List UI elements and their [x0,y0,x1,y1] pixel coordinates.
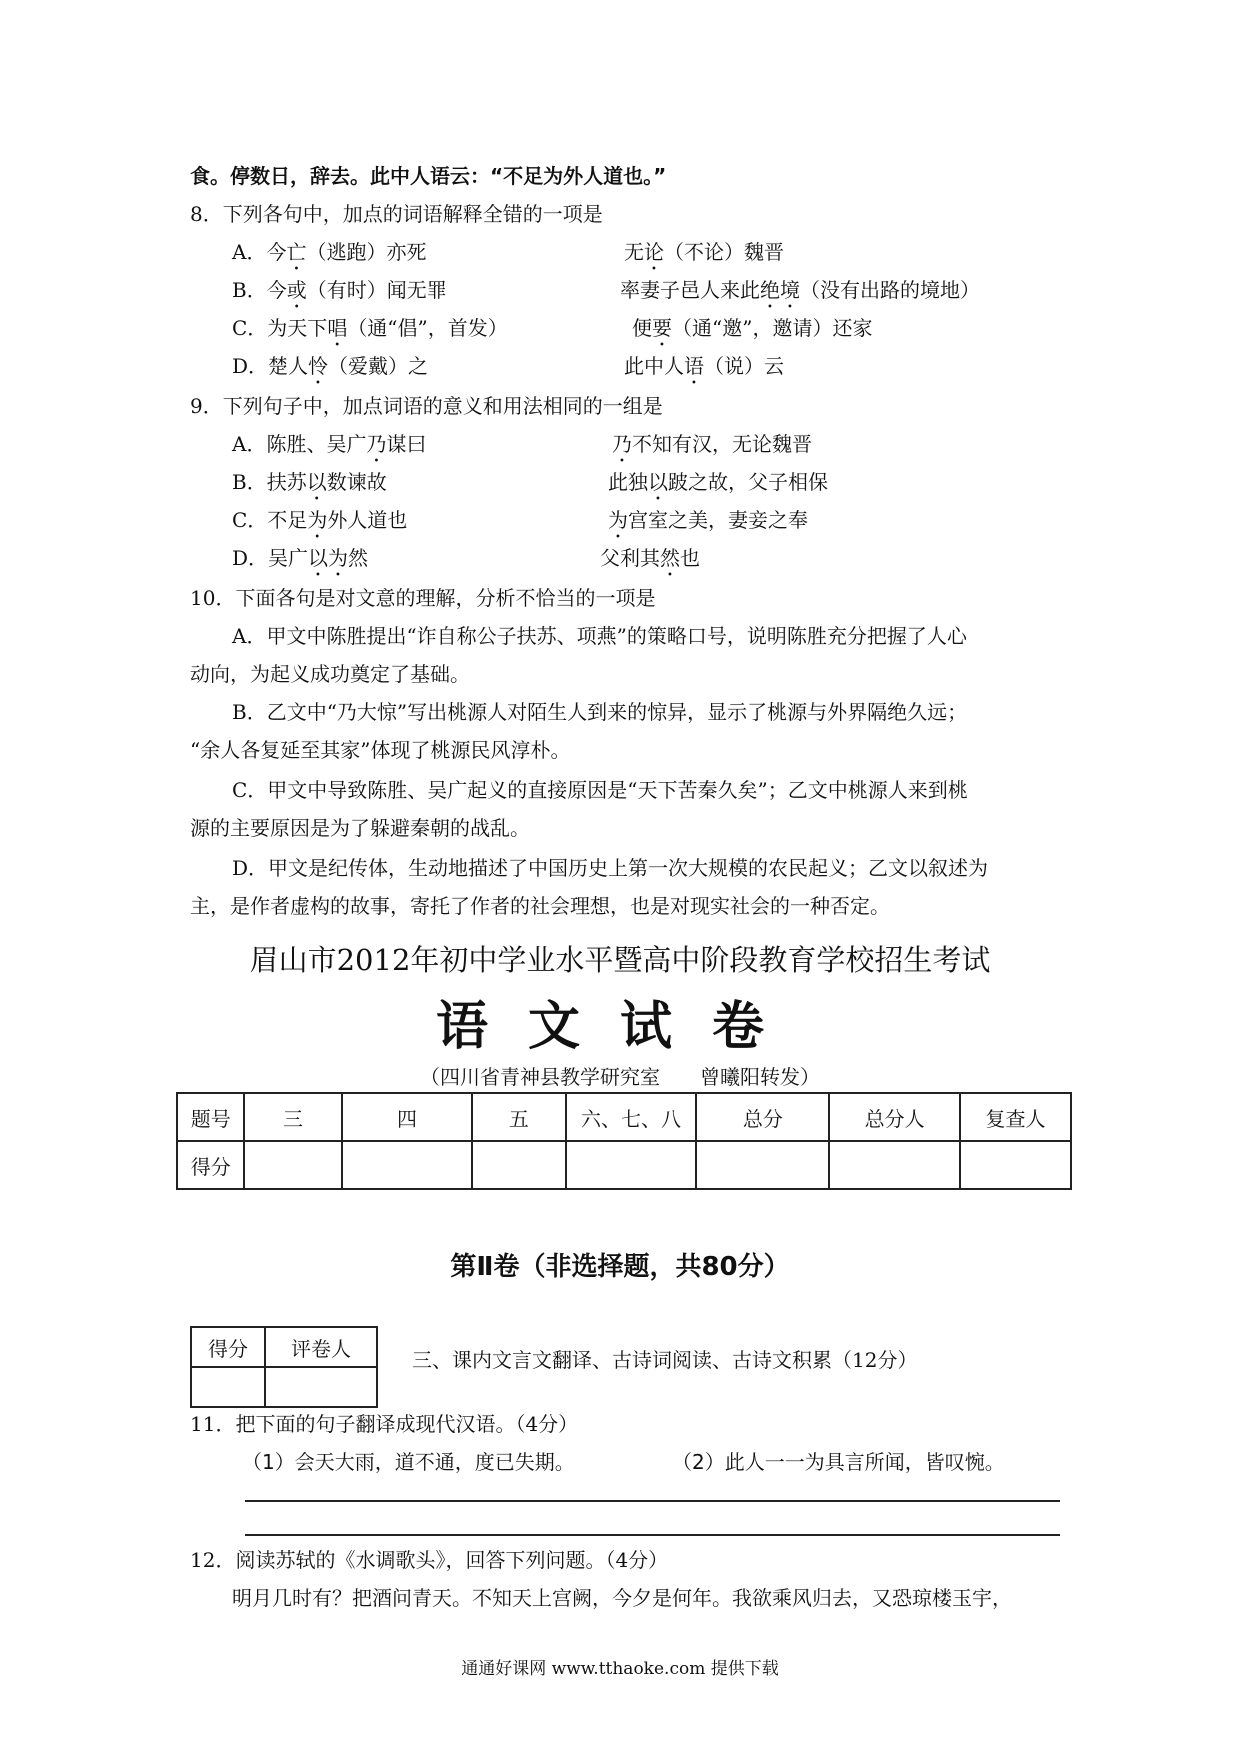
question-11: 11．把下面的句子翻译成现代汉语。（4分） [190,1412,579,1436]
score-header-cell: 复查人 [960,1093,1071,1141]
answer-line-2[interactable] [245,1534,1060,1536]
score-table-score-row [177,1141,1071,1189]
score-cell[interactable] [342,1141,473,1189]
forward-note: （四川省青神县教学研究室 曾曦阳转发） [420,1065,820,1089]
part3-heading: 三、课内文言文翻译、古诗词阅读、古诗文积累（12分） [412,1348,918,1372]
score-cell[interactable] [829,1141,960,1189]
q8-option-d-right: 此中人语（说）云 [624,354,784,378]
score-cell[interactable] [244,1141,341,1189]
q11-sentence-2: （2）此人一一为具言所闻，皆叹惋。 [672,1450,1005,1474]
q9-option-c-left: C．不足为外人道也 [232,508,408,532]
q9-option-a-left: A．陈胜、吴广乃谋曰 [232,432,427,456]
question-8: 8．下列各句中，加点的词语解释全错的一项是 [190,202,603,226]
poem-line: 明月几时有？把酒问青天。不知天上宫阙，今夕是何年。我欲乘风归去，又恐琼楼玉宇， [232,1586,1012,1610]
score-header-cell: 总分人 [829,1093,960,1141]
grader-score-cell[interactable] [191,1367,265,1407]
q10-option-d-line1: D．甲文是纪传体，生动地描述了中国历史上第一次大规模的农民起义；乙文以叙述为 [232,856,989,880]
score-header-cell: 四 [342,1093,473,1141]
grader-name-header: 评卷人 [265,1327,377,1367]
q9-option-c-right: 为宫室之美，妻妾之奉 [608,508,808,532]
score-header-cell: 总分 [696,1093,829,1141]
footer: 通通好课网 www.tthaoke.com 提供下载 [461,1659,779,1679]
q8-option-d-left: D．楚人怜（爱戴）之 [232,354,429,378]
q8-option-b-left: B．今或（有时）闻无罪 [232,278,447,302]
q10-option-c-line1: C．甲文中导致陈胜、吴广起义的直接原因是“天下苦秦久矣”；乙文中桃源人来到桃 [232,778,968,802]
q11-sentence-1: （1）会天大雨，道不通，度已失期。 [242,1450,575,1474]
q9-option-b-right: 此独以跛之故，父子相保 [608,470,828,494]
passage-end-line: 食。停数日，辞去。此中人语云：“不足为外人道也。” [190,164,667,188]
score-table-header-row [177,1093,1071,1141]
grader-score-header: 得分 [191,1327,265,1367]
q9-option-d-right: 父利其然也 [600,546,700,570]
q9-option-b-left: B．扶苏以数谏故 [232,470,387,494]
q9-option-d-left: D．吴广以为然 [232,546,369,570]
score-header-cell: 五 [472,1093,565,1141]
q8-option-b-right: 率妻子邑人来此绝境（没有出路的境地） [620,278,980,302]
question-12: 12．阅读苏轼的《水调歌头》，回答下列问题。（4分） [190,1548,669,1572]
score-cell[interactable] [472,1141,565,1189]
q10-option-d-line2: 主，是作者虚构的故事，寄托了作者的社会理想，也是对现实社会的一种否定。 [190,894,890,918]
score-header-cell: 三 [244,1093,341,1141]
grader-table [190,1326,378,1408]
answer-line-1[interactable] [245,1500,1060,1502]
score-cell[interactable] [566,1141,697,1189]
q10-option-b-line2: “余人各复延至其家”体现了桃源民风淳朴。 [190,738,571,762]
grader-name-cell[interactable] [265,1367,377,1407]
exam-title: 眉山市2012年初中学业水平暨高中阶段教育学校招生考试 [249,943,991,977]
q8-option-a-left: A．今亡（逃跑）亦死 [232,240,427,264]
question-10: 10．下面各句是对文意的理解，分析不恰当的一项是 [190,586,656,610]
score-table [176,1092,1072,1190]
score-header-cell: 题号 [177,1093,244,1141]
question-9: 9．下列句子中，加点词语的意义和用法相同的一组是 [190,394,663,418]
section-title: 第Ⅱ卷（非选择题，共80分） [450,1252,790,1282]
score-header-cell: 六、七、八 [566,1093,697,1141]
paper-title: 语文试卷 [435,996,804,1057]
q9-option-a-right: 乃不知有汉，无论魏晋 [612,432,812,456]
q10-option-c-line2: 源的主要原因是为了躲避秦朝的战乱。 [190,816,530,840]
q10-option-a-line2: 动向，为起义成功奠定了基础。 [190,662,470,686]
score-cell[interactable] [696,1141,829,1189]
score-cell[interactable] [960,1141,1071,1189]
q8-option-c-right: 便要（通“邀”，邀请）还家 [632,316,873,340]
q8-option-a-right: 无论（不论）魏晋 [624,240,784,264]
q8-option-c-left: C．为天下唱（通“倡”，首发） [232,316,508,340]
q10-option-b-line1: B．乙文中“乃大惊”写出桃源人对陌生人到来的惊异，显示了桃源与外界隔绝久远； [232,700,968,724]
q10-option-a-line1: A．甲文中陈胜提出“诈自称公子扶苏、项燕”的策略口号，说明陈胜充分把握了人心 [232,624,967,648]
score-row-label: 得分 [177,1141,244,1189]
